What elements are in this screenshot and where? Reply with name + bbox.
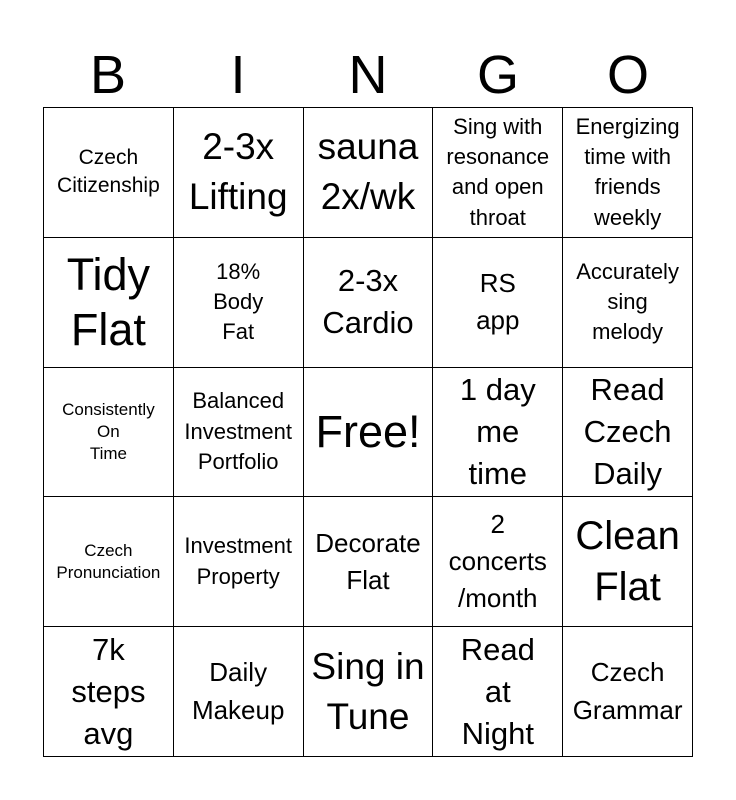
bingo-cell[interactable]: Read at Night [433,627,563,757]
bingo-cell[interactable]: 18% Body Fat [174,238,304,368]
bingo-cell[interactable]: Tidy Flat [44,238,174,368]
bingo-cell[interactable]: 2 concerts /month [433,497,563,627]
bingo-cell[interactable]: Decorate Flat [304,497,434,627]
bingo-cell[interactable]: Consistently On Time [44,368,174,498]
bingo-cell[interactable]: 1 day me time [433,368,563,498]
bingo-cell[interactable]: RS app [433,238,563,368]
bingo-cell[interactable]: 2-3x Cardio [304,238,434,368]
bingo-cell[interactable]: Sing in Tune [304,627,434,757]
bingo-cell[interactable]: Sing with resonance and open throat [433,108,563,238]
bingo-cell[interactable]: Czech Pronunciation [44,497,174,627]
bingo-cell[interactable]: Read Czech Daily [563,368,693,498]
bingo-cell[interactable]: Clean Flat [563,497,693,627]
bingo-cell[interactable]: Energizing time with friends weekly [563,108,693,238]
header-letter-i: I [230,45,246,105]
bingo-cell[interactable]: Daily Makeup [174,627,304,757]
bingo-cell[interactable]: Czech Citizenship [44,108,174,238]
header-letter-g: G [476,45,519,105]
free-space-cell[interactable]: Free! [304,368,434,498]
bingo-cell[interactable]: Balanced Investment Portfolio [174,368,304,498]
bingo-header [43,40,693,110]
bingo-cell[interactable]: Accurately sing melody [563,238,693,368]
bingo-board [43,107,693,757]
header-letter-n: N [348,45,388,105]
bingo-cell[interactable]: 7k steps avg [44,627,174,757]
bingo-cell[interactable]: sauna 2x/wk [304,108,434,238]
bingo-cell[interactable]: Investment Property [174,497,304,627]
header-letter-b: B [89,45,127,105]
header-letter-o: O [606,45,649,105]
bingo-cell[interactable]: Czech Grammar [563,627,693,757]
bingo-cell[interactable]: 2-3x Lifting [174,108,304,238]
